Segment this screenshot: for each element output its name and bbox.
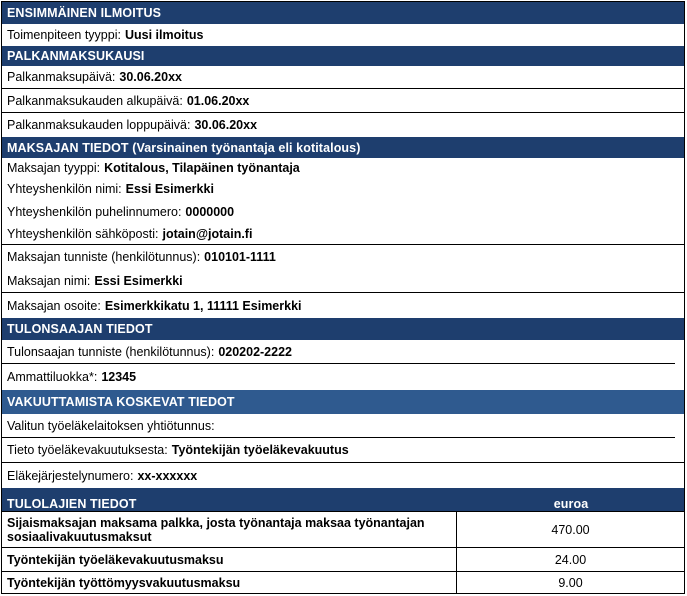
field-pension-company — [2, 414, 684, 438]
field-period-end — [2, 113, 684, 137]
field-label: Palkanmaksukauden alkupäivä: — [7, 93, 183, 108]
section-title: PALKANMAKSUKAUSI — [7, 49, 145, 63]
field-label: Tulonsaajan tunniste (henkilötunnus): — [7, 345, 215, 359]
section-header-payer — [2, 137, 684, 158]
section-title: ENSIMMÄINEN ILMOITUS — [7, 6, 162, 20]
field-value: Työntekijän työeläkevakuutus — [171, 443, 349, 457]
field-period-start — [2, 89, 684, 113]
field-value: 12345 — [101, 370, 137, 384]
income-row-amount: 9.00 — [558, 575, 583, 590]
field-label: Yhteyshenkilön nimi: — [7, 182, 122, 196]
field-value: Essi Esimerkki — [125, 182, 214, 196]
field-value: jotain@jotain.fi — [162, 227, 253, 241]
field-value: 020202-2222 — [218, 345, 292, 359]
field-contact-email — [2, 224, 684, 245]
field-value: Kotitalous, Tilapäinen työnantaja — [104, 161, 300, 175]
field-recipient-id — [2, 340, 684, 364]
income-row — [2, 511, 684, 547]
field-value: Uusi ilmoitus — [124, 28, 204, 42]
field-contact-name — [2, 178, 684, 200]
section-title: VAKUUTTAMISTA KOSKEVAT TIEDOT — [7, 395, 235, 409]
section-header-pay-period — [2, 46, 684, 66]
income-row-label: Sijaismaksajan maksama palkka, josta työnantaja maksaa työnantajan sosiaalivakuutusmaksut — [2, 512, 457, 547]
field-payment-date — [2, 66, 684, 89]
section-title: TULONSAAJAN TIEDOT — [7, 322, 153, 336]
section-header-insurance — [2, 390, 684, 414]
field-pension-number — [2, 463, 684, 488]
income-row-amount: 470.00 — [551, 522, 590, 537]
field-label: Eläkejärjestelynumero: — [7, 468, 134, 483]
field-label: Toimenpiteen tyyppi: — [7, 28, 121, 42]
field-label: Valitun työeläkelaitoksen yhtiötunnus: — [7, 419, 215, 433]
field-label: Tieto työeläkevakuutuksesta: — [7, 443, 168, 457]
field-label: Maksajan tunniste (henkilötunnus): — [7, 250, 201, 264]
field-label: Maksajan tyyppi: — [7, 161, 101, 175]
field-payer-type — [2, 158, 684, 178]
section-header-income-types — [2, 488, 684, 511]
field-value: xx-xxxxxx — [137, 468, 198, 483]
field-label: Yhteyshenkilön puhelinnumero: — [7, 205, 182, 219]
field-label: Yhteyshenkilön sähköposti: — [7, 227, 159, 241]
field-label: Ammattiluokka*: — [7, 370, 98, 384]
field-value: Essi Esimerkki — [94, 273, 183, 288]
field-occupation — [2, 364, 684, 390]
section-header-first-notice — [2, 2, 684, 24]
section-title: MAKSAJAN TIEDOT (Varsinainen työnantaja eli kotitalous) — [7, 140, 361, 155]
field-label: Maksajan osoite: — [7, 298, 101, 313]
field-label: Palkanmaksukauden loppupäivä: — [7, 118, 191, 132]
field-value: 0000000 — [185, 205, 235, 219]
field-payer-name — [2, 269, 684, 293]
field-label: Maksajan nimi: — [7, 273, 91, 288]
currency-header: euroa — [553, 496, 589, 511]
field-action-type — [2, 24, 684, 46]
field-label: Palkanmaksupäivä: — [7, 70, 116, 84]
field-value: 30.06.20xx — [194, 118, 258, 132]
income-row-amount: 24.00 — [554, 552, 587, 567]
field-pension-insurance — [2, 438, 684, 463]
field-value: 01.06.20xx — [186, 93, 250, 108]
section-title: TULOLAJIEN TIEDOT — [7, 496, 137, 511]
income-row-label: Työntekijän työttömyysvakuutusmaksu — [2, 572, 457, 593]
field-value: 010101-1111 — [204, 250, 276, 264]
income-row — [2, 571, 684, 593]
income-register-form — [1, 1, 685, 594]
income-row-label: Työntekijän työeläkevakuutusmaksu — [2, 548, 457, 571]
field-value: Esimerkkikatu 1, 11111 Esimerkki — [104, 298, 302, 313]
field-payer-id — [2, 245, 684, 269]
field-payer-address — [2, 293, 684, 318]
income-row — [2, 547, 684, 571]
field-value: 30.06.20xx — [119, 70, 182, 84]
field-contact-phone — [2, 200, 684, 224]
section-header-recipient — [2, 318, 684, 340]
